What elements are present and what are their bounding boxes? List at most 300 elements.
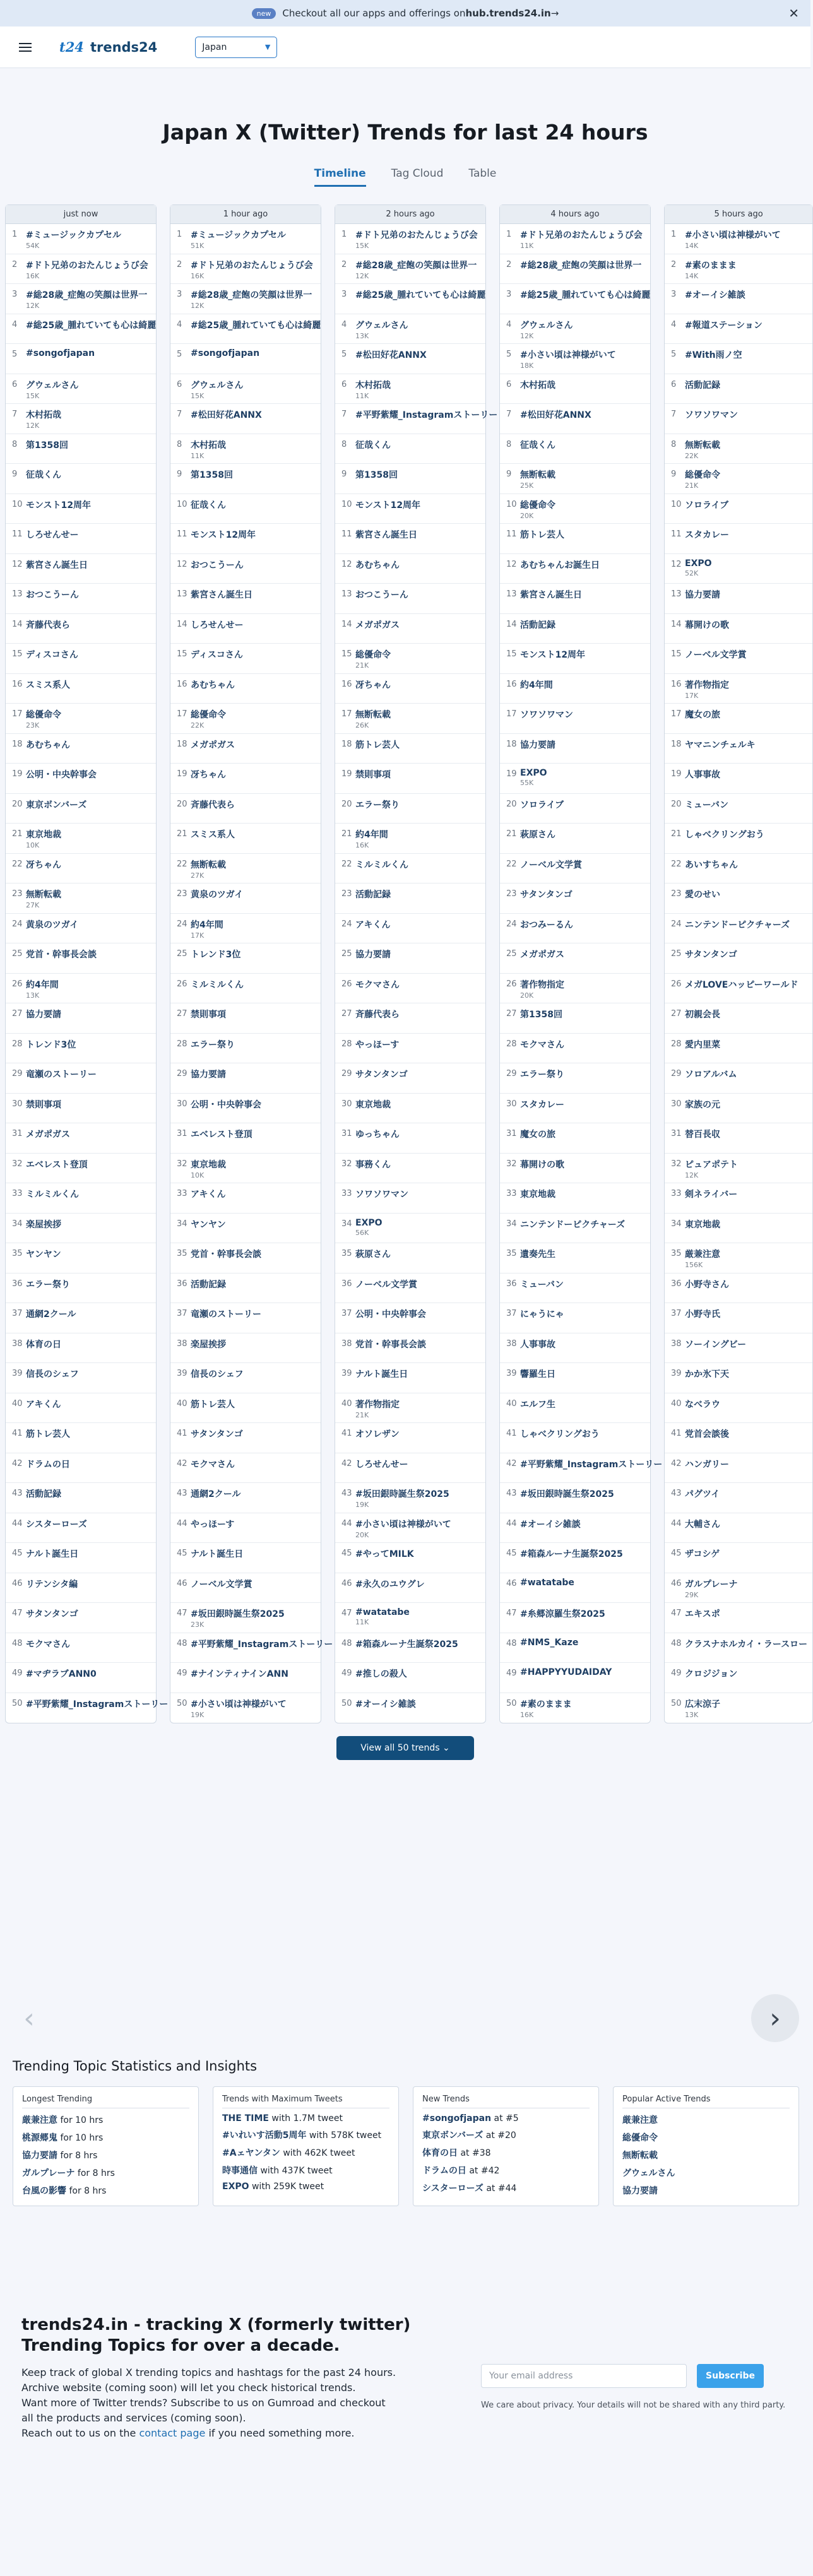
- trend-link[interactable]: おつこうーん: [26, 590, 79, 600]
- trend-link[interactable]: 遺奏先生: [520, 1250, 555, 1260]
- trend-link[interactable]: しろせんせー: [191, 620, 244, 630]
- trend-link[interactable]: 魔女の旅: [520, 1130, 555, 1140]
- trend-link[interactable]: 響羅生日: [520, 1369, 555, 1380]
- trend-link[interactable]: ノーベル文学賞: [520, 860, 582, 870]
- trend-link[interactable]: 通網2クール: [26, 1309, 76, 1320]
- trend-link[interactable]: #坂田銀時誕生祭2025: [520, 1489, 614, 1499]
- trend-link[interactable]: おつみーるん: [520, 919, 573, 930]
- trend-link[interactable]: 征哉くん: [26, 470, 61, 480]
- tab-tag-cloud[interactable]: Tag Cloud: [391, 167, 444, 180]
- trend-link[interactable]: クロジジョン: [685, 1669, 738, 1679]
- trend-link[interactable]: 第1358回: [520, 1010, 562, 1020]
- trend-link[interactable]: エベレスト登頂: [26, 1159, 88, 1170]
- trend-link[interactable]: 公明・中央幹事会: [26, 770, 97, 780]
- trend-link[interactable]: 紫宮さん誕生日: [355, 530, 417, 540]
- trend-link[interactable]: 東京地裁: [191, 1159, 226, 1170]
- trend-link[interactable]: ディスコさん: [191, 650, 243, 660]
- logo-text[interactable]: trends24: [90, 39, 158, 55]
- trend-link[interactable]: ニンテンドーピクチャーズ: [685, 919, 790, 930]
- trend-link[interactable]: トレンド3位: [191, 950, 241, 960]
- trend-link[interactable]: #永久のユウグレ: [355, 1579, 425, 1590]
- trend-row: [6, 464, 156, 494]
- trend-link[interactable]: #平野紫耀_Instagramストーリー: [26, 1699, 169, 1710]
- trend-link[interactable]: 通網2クール: [191, 1489, 241, 1499]
- trend-link[interactable]: あむちゃん: [191, 680, 235, 690]
- trend-link[interactable]: 斉藤代表ら: [191, 800, 235, 810]
- trend-link[interactable]: 公明・中央幹事会: [191, 1099, 261, 1110]
- trend-row: [6, 1273, 156, 1304]
- trend-link[interactable]: #小さい頃は神様がいて: [520, 350, 616, 360]
- stat-trend-link[interactable]: 桃源郷鬼: [22, 2133, 57, 2143]
- trend-link[interactable]: #HAPPYYUDAIDAY: [520, 1667, 612, 1677]
- stat-trend-link[interactable]: ガルプレーナ: [22, 2168, 75, 2178]
- trend-link[interactable]: #NMS_Kaze: [520, 1637, 579, 1648]
- trend-link[interactable]: あむちゃん: [355, 560, 400, 570]
- trend-link[interactable]: モンスト12周年: [520, 650, 586, 660]
- trend-link[interactable]: 紫宮さん誕生日: [191, 590, 252, 600]
- trend-link[interactable]: 東京地裁: [355, 1099, 391, 1110]
- trend-link[interactable]: 著作物指定: [520, 979, 564, 990]
- trend-link[interactable]: 魔女の旅: [685, 710, 720, 720]
- stat-trend-link[interactable]: 台風の影響: [22, 2186, 66, 2196]
- trend-link[interactable]: 木村拓哉: [520, 380, 555, 391]
- trend-link[interactable]: グウェルさん: [26, 380, 79, 391]
- trend-link[interactable]: ノーベル文学賞: [685, 650, 747, 660]
- trend-link[interactable]: 党首・幹事長会談: [26, 950, 97, 960]
- trend-link[interactable]: ソロライブ: [520, 800, 564, 810]
- view-all-trends-button[interactable]: View all 50 trends ⌄: [336, 1736, 474, 1760]
- trend-link[interactable]: #総28歳_症飽の笑顔は世界一: [26, 290, 148, 300]
- tab-timeline[interactable]: Timeline: [314, 167, 366, 187]
- trend-link[interactable]: #やってMILK: [355, 1549, 414, 1559]
- trend-link[interactable]: 協力要請: [26, 1010, 61, 1020]
- trend-link[interactable]: ドラムの日: [26, 1459, 70, 1470]
- trend-rank: 13: [506, 589, 517, 599]
- trend-link[interactable]: エラー祭り: [355, 800, 400, 810]
- trend-link[interactable]: サタンタンゴ: [520, 890, 573, 900]
- trend-link[interactable]: 萩原さん: [355, 1250, 391, 1260]
- trend-link[interactable]: パグツイ: [685, 1489, 720, 1499]
- trend-link[interactable]: 征哉くん: [355, 440, 391, 451]
- trend-link[interactable]: スタカレー: [520, 1099, 564, 1110]
- trend-link[interactable]: 黄泉のツガイ: [26, 919, 79, 930]
- trend-link[interactable]: 斉藤代表ら: [26, 620, 70, 630]
- trend-link[interactable]: スミス系人: [191, 830, 235, 840]
- stat-trend-link[interactable]: #いれいす活動5周年: [222, 2130, 307, 2141]
- trend-link[interactable]: #総28歳_症飽の笑顔は世界一: [520, 260, 642, 271]
- trend-link[interactable]: ディスコさん: [26, 650, 78, 660]
- trend-link[interactable]: グウェルさん: [520, 320, 573, 331]
- trend-link[interactable]: グウェルさん: [191, 380, 244, 391]
- trend-link[interactable]: しろせんせー: [355, 1459, 408, 1470]
- trend-link[interactable]: #ドト兄弟のおたんじょうび会: [520, 230, 643, 240]
- trend-link[interactable]: #ドト兄弟のおたんじょうび会: [191, 260, 313, 271]
- trend-link[interactable]: エキスポ: [685, 1609, 720, 1619]
- trend-link[interactable]: 活動記録: [191, 1279, 226, 1290]
- trend-link[interactable]: エラー祭り: [26, 1279, 70, 1290]
- trend-link[interactable]: #小さい頃は神様がいて: [685, 230, 781, 240]
- trend-link[interactable]: 信長のシェフ: [191, 1369, 244, 1380]
- stat-trend-link[interactable]: 協力要請: [622, 2186, 658, 2196]
- stat-trend-link[interactable]: 体育の日: [422, 2148, 458, 2158]
- trend-link[interactable]: ザコシゲ: [685, 1549, 720, 1559]
- trend-link[interactable]: やっほーす: [191, 1519, 235, 1530]
- trend-link[interactable]: 無断転載: [355, 710, 391, 720]
- trend-link[interactable]: トレンド3位: [26, 1039, 76, 1050]
- trend-link[interactable]: 紫宮さん誕生日: [520, 590, 582, 600]
- trend-link[interactable]: 協力要請: [191, 1070, 226, 1080]
- trend-link[interactable]: 人事事故: [685, 770, 720, 780]
- trend-link[interactable]: ミューバン: [520, 1279, 564, 1290]
- trend-link[interactable]: メガポガス: [191, 740, 235, 750]
- trend-link[interactable]: 木村拓哉: [191, 440, 226, 451]
- trend-link[interactable]: エラー祭り: [520, 1070, 564, 1080]
- stat-trend-link[interactable]: EXPO: [222, 2182, 249, 2192]
- menu-icon[interactable]: [19, 43, 32, 52]
- trend-link[interactable]: EXPO: [355, 1217, 383, 1228]
- trend-link[interactable]: 征哉くん: [191, 500, 226, 511]
- trend-link[interactable]: EXPO: [520, 768, 547, 778]
- trend-link[interactable]: ミューバン: [685, 800, 729, 810]
- trend-link[interactable]: 幕開けの歌: [685, 620, 729, 630]
- trend-link[interactable]: 約4年間: [520, 680, 553, 690]
- trend-link[interactable]: #watatabe: [520, 1577, 574, 1588]
- trend-link[interactable]: 第1358回: [26, 440, 68, 451]
- trend-link[interactable]: 著作物指定: [355, 1399, 400, 1410]
- trend-link[interactable]: ソロライブ: [685, 500, 729, 511]
- trend-link[interactable]: #推しの殺人: [355, 1669, 407, 1679]
- trend-link[interactable]: ノーベル文学賞: [191, 1579, 252, 1590]
- trend-link[interactable]: 愛内里菜: [685, 1039, 720, 1050]
- trend-link[interactable]: 無断転載: [520, 470, 555, 480]
- trend-link[interactable]: なべラウ: [685, 1399, 720, 1410]
- trend-link[interactable]: 竜瀬のストーリー: [191, 1309, 261, 1320]
- trend-link[interactable]: #With雨ノ空: [685, 350, 742, 360]
- trend-link[interactable]: 筋トレ芸人: [355, 740, 400, 750]
- trend-link[interactable]: 愛のせい: [685, 890, 720, 900]
- trend-link[interactable]: 事務くん: [355, 1159, 391, 1170]
- trend-link[interactable]: オソレザン: [355, 1429, 400, 1439]
- trend-link[interactable]: ミルミルくん: [355, 860, 408, 870]
- stat-trend-link[interactable]: 協力要請: [22, 2151, 57, 2161]
- trend-link[interactable]: サタンタンゴ: [355, 1070, 408, 1080]
- trend-link[interactable]: サタンタンゴ: [191, 1429, 243, 1439]
- trend-link[interactable]: 筋トレ芸人: [191, 1399, 235, 1410]
- trend-link[interactable]: #ドト兄弟のおたんじょうび会: [26, 260, 148, 271]
- trend-link[interactable]: メガポガス: [355, 620, 400, 630]
- stat-trend-link[interactable]: 無断転載: [622, 2151, 658, 2161]
- trend-link[interactable]: 総優命令: [520, 500, 555, 511]
- trend-link[interactable]: やっほーす: [355, 1039, 400, 1050]
- trend-link[interactable]: おつこうーん: [191, 560, 244, 570]
- trend-link[interactable]: 禁則事項: [26, 1099, 61, 1110]
- trend-row: [665, 1393, 812, 1424]
- trend-link[interactable]: グウェルさん: [355, 320, 408, 331]
- trend-link[interactable]: エベレスト登頂: [191, 1130, 252, 1140]
- trend-link[interactable]: 幕開けの歌: [520, 1159, 564, 1170]
- trend-rank: 4: [506, 319, 512, 329]
- trend-link[interactable]: 人事事故: [520, 1339, 555, 1350]
- trend-link[interactable]: #総25歳_腫れていても心は綺麗: [520, 290, 651, 300]
- trend-link[interactable]: ガルプレーナ: [685, 1579, 738, 1590]
- stat-trend-link[interactable]: シスターローズ: [422, 2183, 484, 2194]
- trend-link[interactable]: #松田好花ANNX: [355, 350, 427, 360]
- trend-link[interactable]: 冴ちゃん: [26, 860, 61, 870]
- trend-link[interactable]: #松田好花ANNX: [520, 410, 591, 420]
- trend-link[interactable]: #坂田銀時誕生祭2025: [355, 1489, 449, 1499]
- trend-link[interactable]: 征哉くん: [520, 440, 555, 451]
- tweet-count: 12K: [26, 422, 40, 430]
- trend-link[interactable]: 剣ネライバー: [685, 1190, 738, 1200]
- stat-trend-link[interactable]: #songofjapan: [422, 2113, 492, 2124]
- trend-link[interactable]: 協力要請: [355, 950, 391, 960]
- trend-link[interactable]: #総25歳_腫れていても心は綺麗: [26, 320, 157, 331]
- trend-link[interactable]: 禁則事項: [355, 770, 391, 780]
- trend-link[interactable]: しゃべクリングおう: [685, 830, 764, 840]
- trend-link[interactable]: #松田好花ANNX: [191, 410, 262, 420]
- trend-link[interactable]: 無断転載: [685, 440, 720, 451]
- trend-link[interactable]: #オーイシ雑談: [520, 1519, 581, 1530]
- banner-link[interactable]: hub.trends24.in: [465, 8, 551, 19]
- trend-link[interactable]: 萩原さん: [520, 830, 555, 840]
- trend-link[interactable]: しゃべクリングおう: [520, 1429, 600, 1439]
- trend-link[interactable]: あいすちゃん: [685, 860, 738, 870]
- trend-link[interactable]: #素のままま: [685, 260, 737, 271]
- trend-link[interactable]: #箱森ルーナ生誕祭2025: [520, 1549, 623, 1559]
- logo-icon[interactable]: t24: [59, 39, 84, 55]
- trend-link[interactable]: リテンシタ編: [26, 1579, 78, 1590]
- trend-link[interactable]: 約4年間: [26, 979, 59, 990]
- trend-link[interactable]: モンスト12周年: [355, 500, 421, 511]
- trend-link[interactable]: 広末涼子: [685, 1699, 720, 1710]
- trend-link[interactable]: 斉藤代表ら: [355, 1010, 400, 1020]
- trend-link[interactable]: #箱森ルーナ生誕祭2025: [355, 1639, 458, 1650]
- trend-link[interactable]: #平野紫耀_Instagramストーリー: [520, 1459, 663, 1470]
- trend-link[interactable]: エラー祭り: [191, 1039, 235, 1050]
- trend-link[interactable]: #平野紫耀_Instagramストーリー: [191, 1639, 333, 1650]
- stat-trend-link[interactable]: #Aェヤンタン: [222, 2148, 280, 2158]
- trend-link[interactable]: おつこうーん: [355, 590, 408, 600]
- trend-link[interactable]: 冴ちゃん: [355, 680, 391, 690]
- trend-link[interactable]: あむちゃんお誕生日: [520, 560, 600, 570]
- trend-link[interactable]: クラスナホルカイ・ラースロー: [685, 1639, 808, 1650]
- trend-link[interactable]: 体育の日: [26, 1339, 61, 1350]
- trend-link[interactable]: モクマさん: [26, 1639, 70, 1650]
- trend-link[interactable]: スミス系人: [26, 680, 70, 690]
- timeline-column: [499, 204, 663, 1723]
- trend-link[interactable]: モクマさん: [355, 979, 400, 990]
- trend-link[interactable]: シスターローズ: [26, 1519, 87, 1530]
- trend-link[interactable]: ヤマニンチェルキ: [685, 740, 756, 750]
- trend-link[interactable]: #ミュージックカプセル: [191, 230, 287, 240]
- trend-link[interactable]: 東京地裁: [685, 1219, 720, 1230]
- trend-link[interactable]: 党首・幹事長会談: [355, 1339, 426, 1350]
- trend-link[interactable]: #総25歳_腫れていても心は綺麗: [191, 320, 321, 331]
- trend-link[interactable]: あむちゃん: [26, 740, 70, 750]
- trend-link[interactable]: 信長のシェフ: [26, 1369, 79, 1380]
- trend-link[interactable]: メガLOVEハッピーワールド: [685, 979, 798, 990]
- trend-link[interactable]: 冴ちゃん: [191, 770, 226, 780]
- trend-link[interactable]: 党首・幹事長会談: [191, 1250, 261, 1260]
- trend-link[interactable]: ナルト誕生日: [26, 1549, 79, 1559]
- trend-link[interactable]: #総28歳_症飽の笑顔は世界一: [355, 260, 477, 271]
- stat-trend-link[interactable]: ドラムの日: [422, 2166, 466, 2176]
- trend-link[interactable]: スタカレー: [685, 530, 729, 540]
- trend-link[interactable]: 小野寺さん: [685, 1279, 729, 1290]
- stat-trend-link[interactable]: 東京ボンバーズ: [422, 2130, 484, 2141]
- tab-table[interactable]: Table: [468, 167, 497, 180]
- trend-link[interactable]: 禁則事項: [191, 1010, 226, 1020]
- trend-link[interactable]: 小野寺氏: [685, 1309, 720, 1320]
- carousel-next-icon[interactable]: ›: [751, 1994, 799, 2042]
- stat-trend-link[interactable]: 時事通信: [222, 2166, 258, 2176]
- trend-link[interactable]: ソーイングビー: [685, 1339, 747, 1350]
- trend-link[interactable]: 総優命令: [26, 710, 61, 720]
- trend-link[interactable]: 厳兼注意: [685, 1250, 720, 1260]
- trend-link[interactable]: #平野紫耀_Instagramストーリー: [355, 410, 498, 420]
- trend-link[interactable]: 著作物指定: [685, 680, 729, 690]
- carousel-prev-icon[interactable]: ‹: [23, 2002, 35, 2035]
- trend-link[interactable]: 初親会長: [685, 1010, 720, 1020]
- stat-trend-link[interactable]: THE TIME: [222, 2113, 269, 2124]
- trend-row: [170, 1603, 321, 1633]
- trend-link[interactable]: メガポガス: [26, 1130, 70, 1140]
- trend-link[interactable]: 大輔さん: [685, 1519, 720, 1530]
- trend-row: [6, 674, 156, 704]
- timeline-column: [170, 204, 333, 1723]
- trend-link[interactable]: 公明・中央幹事会: [355, 1309, 426, 1320]
- trend-link[interactable]: #ナインティナインANN: [191, 1669, 288, 1679]
- trend-link[interactable]: ソワソワマン: [520, 710, 573, 720]
- country-select[interactable]: [195, 37, 277, 58]
- trend-link[interactable]: 楽屋挨拶: [191, 1339, 226, 1350]
- trend-link[interactable]: ヤンヤン: [26, 1250, 61, 1260]
- trend-link[interactable]: アキくん: [191, 1190, 226, 1200]
- trend-link[interactable]: アキくん: [26, 1399, 61, 1410]
- trend-link[interactable]: 約4年間: [355, 830, 388, 840]
- trend-link[interactable]: ナルト誕生日: [191, 1549, 244, 1559]
- trend-link[interactable]: 竜瀬のストーリー: [26, 1070, 97, 1080]
- trend-link[interactable]: #糸郷涼羅生祭2025: [520, 1609, 605, 1619]
- trend-link[interactable]: 活動記録: [520, 620, 555, 630]
- trend-link[interactable]: アキくん: [355, 919, 391, 930]
- trend-link[interactable]: ソワソワマン: [685, 410, 738, 420]
- trend-link[interactable]: EXPO: [685, 558, 712, 569]
- trend-link[interactable]: 総優命令: [191, 710, 226, 720]
- trend-link[interactable]: 無断転載: [191, 860, 226, 870]
- trend-link[interactable]: 替百長収: [685, 1130, 720, 1140]
- trend-link[interactable]: メガポガス: [520, 950, 564, 960]
- trend-link[interactable]: #報道ステーション: [685, 320, 763, 331]
- trend-row: [665, 1363, 812, 1393]
- trend-link[interactable]: ハンガリー: [685, 1459, 729, 1470]
- trend-link[interactable]: ミルミルくん: [191, 979, 244, 990]
- trend-link[interactable]: #小さい頃は神様がいて: [191, 1699, 287, 1710]
- trend-link[interactable]: ピュアポテト: [685, 1159, 738, 1170]
- close-icon[interactable]: ✕: [788, 6, 799, 21]
- timeline-column: [335, 204, 498, 1723]
- trend-link[interactable]: 約4年間: [191, 919, 223, 930]
- trend-link[interactable]: モクマさん: [520, 1039, 564, 1050]
- trend-link[interactable]: サタンタンゴ: [685, 950, 737, 960]
- trend-link[interactable]: 筋トレ芸人: [26, 1429, 70, 1439]
- trend-link[interactable]: 筋トレ芸人: [520, 530, 564, 540]
- trend-link[interactable]: ナルト誕生日: [355, 1369, 408, 1380]
- trend-link[interactable]: ソワソワマン: [355, 1190, 408, 1200]
- trend-link[interactable]: #songofjapan: [191, 348, 260, 358]
- trend-link[interactable]: 第1358回: [355, 470, 398, 480]
- trend-link[interactable]: 木村拓哉: [26, 410, 61, 420]
- trend-link[interactable]: しろせんせー: [26, 530, 79, 540]
- trend-link[interactable]: 無断転載: [26, 890, 61, 900]
- trend-link[interactable]: #ドト兄弟のおたんじょうび会: [355, 230, 478, 240]
- trend-link[interactable]: #オーイシ雑談: [685, 290, 745, 300]
- trend-link[interactable]: 協力要請: [685, 590, 720, 600]
- trend-link[interactable]: にゃうにゃ: [520, 1309, 564, 1320]
- trend-link[interactable]: ヤンヤン: [191, 1219, 226, 1230]
- trend-link[interactable]: ソロアルバム: [685, 1070, 737, 1080]
- trend-link[interactable]: モクマさん: [191, 1459, 235, 1470]
- trend-link[interactable]: ノーベル文学賞: [355, 1279, 417, 1290]
- email-input[interactable]: [481, 2364, 687, 2388]
- trend-link[interactable]: ゆっちゃん: [355, 1130, 400, 1140]
- trend-link[interactable]: 党首会談後: [685, 1429, 729, 1439]
- trend-link[interactable]: #小さい頃は神様がいて: [355, 1519, 451, 1530]
- trend-link[interactable]: 活動記録: [355, 890, 391, 900]
- trend-link[interactable]: モンスト12周年: [191, 530, 256, 540]
- trend-link[interactable]: #watatabe: [355, 1607, 410, 1617]
- trend-link[interactable]: かか氷下天: [685, 1369, 729, 1380]
- stat-trend-link[interactable]: 総優命令: [622, 2133, 658, 2143]
- trend-link[interactable]: #ミュージックカプセル: [26, 230, 122, 240]
- trend-link[interactable]: 活動記録: [685, 380, 720, 391]
- trend-row: [500, 794, 650, 824]
- trend-row: [665, 674, 812, 704]
- stat-trend-link[interactable]: 厳兼注意: [622, 2115, 658, 2125]
- trend-link[interactable]: #総28歳_症飽の笑顔は世界一: [191, 290, 312, 300]
- trend-link[interactable]: #マヂラブANN0: [26, 1669, 97, 1679]
- trend-link[interactable]: ミルミルくん: [26, 1190, 79, 1200]
- trend-link[interactable]: サタンタンゴ: [26, 1609, 78, 1619]
- tweet-count: 12K: [355, 271, 369, 280]
- trend-link[interactable]: 活動記録: [26, 1489, 61, 1499]
- trend-link[interactable]: ニンテンドーピクチャーズ: [520, 1219, 626, 1230]
- trend-link[interactable]: #素のままま: [520, 1699, 572, 1710]
- trend-link[interactable]: #坂田銀時誕生祭2025: [191, 1609, 285, 1619]
- trend-link[interactable]: 東京地裁: [520, 1190, 555, 1200]
- trend-link[interactable]: 総優命令: [685, 470, 720, 480]
- stat-trend-link[interactable]: グウェルさん: [622, 2168, 675, 2178]
- trend-link[interactable]: 東京ボンバーズ: [26, 800, 87, 810]
- contact-link[interactable]: contact page: [139, 2427, 206, 2439]
- trend-link[interactable]: 総優命令: [355, 650, 391, 660]
- trend-link[interactable]: モンスト12周年: [26, 500, 92, 511]
- trend-link[interactable]: 黄泉のツガイ: [191, 890, 244, 900]
- trend-link[interactable]: #オーイシ雑談: [355, 1699, 416, 1710]
- trend-link[interactable]: 木村拓哉: [355, 380, 391, 391]
- trend-link[interactable]: #総25歳_腫れていても心は綺麗: [355, 290, 486, 300]
- stat-trend-link[interactable]: 厳兼注意: [22, 2115, 57, 2125]
- trend-link[interactable]: 紫宮さん誕生日: [26, 560, 88, 570]
- trend-link[interactable]: 楽屋挨拶: [26, 1219, 61, 1230]
- trend-link[interactable]: #songofjapan: [26, 348, 95, 358]
- trend-link[interactable]: 家族の元: [685, 1099, 720, 1110]
- trend-link[interactable]: 協力要請: [520, 740, 555, 750]
- trend-link[interactable]: エルフ生: [520, 1399, 555, 1410]
- subscribe-button[interactable]: Subscribe: [697, 2364, 764, 2388]
- trend-link[interactable]: 東京地裁: [26, 830, 61, 840]
- trend-link[interactable]: 第1358回: [191, 470, 233, 480]
